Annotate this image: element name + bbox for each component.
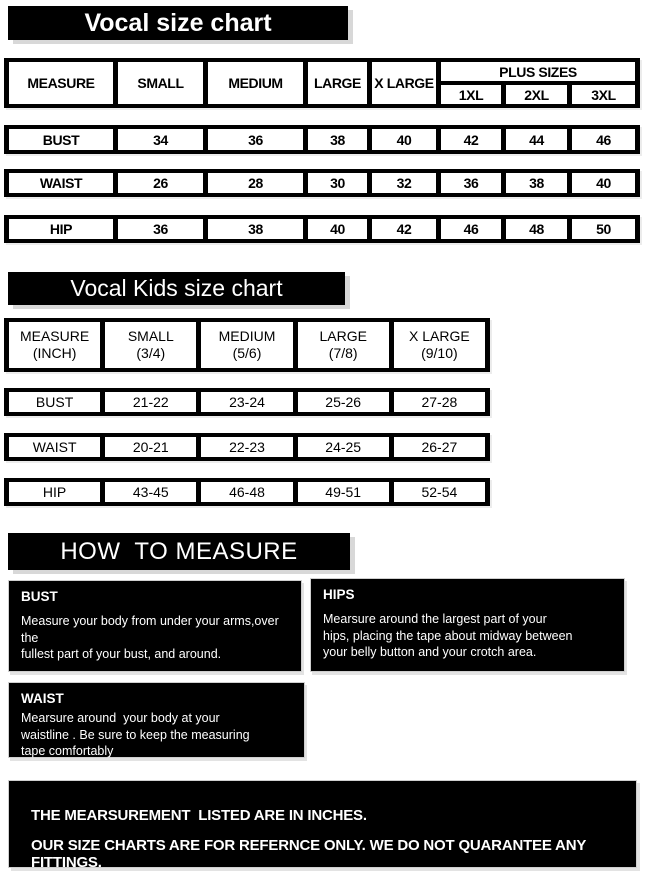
kids-row-hip [4, 478, 490, 506]
table-cell: 23-24 [201, 392, 292, 412]
header-cell-xlarge: X LARGE [372, 62, 436, 104]
measure-box-heading: BUST [21, 589, 58, 604]
table-cell: 44 [506, 129, 567, 150]
adult-chart-title-banner [8, 6, 348, 40]
header-cell-medium: MEDIUM [208, 62, 303, 104]
table-cell: 46 [441, 219, 501, 239]
kids-chart-title-banner [8, 272, 345, 305]
header-cell-3xl: 3XL [572, 85, 635, 104]
table-cell: 50 [572, 219, 635, 239]
how-to-measure-title: HOW TO MEASURE [60, 537, 298, 565]
table-cell: 36 [208, 129, 303, 150]
kids-row-waist [4, 433, 490, 461]
kids-header-cell-measure: MEASURE (INCH) [9, 322, 100, 368]
measure-box-text-line: Mearsure around the largest part of your [323, 612, 547, 626]
adult-size-table-header [4, 58, 640, 108]
header-cell-2xl: 2XL [506, 85, 567, 104]
adult-row-waist [4, 169, 640, 197]
header-cell-1xl: 1XL [441, 85, 501, 104]
measure-box-text-line: waistline . Be sure to keep the measuring [21, 727, 250, 742]
kids-header-cell-xlarge: X LARGE (9/10) [394, 322, 485, 368]
table-cell: 30 [308, 173, 367, 193]
table-cell: 40 [572, 173, 635, 193]
table-cell: 49-51 [298, 482, 389, 502]
table-cell: 20-21 [105, 437, 196, 457]
table-cell: 36 [441, 173, 501, 193]
table-cell: 46 [572, 129, 635, 150]
kids-row-bust [4, 388, 490, 416]
header-cell-small: SMALL [118, 62, 203, 104]
measure-box-heading: WAIST [21, 691, 64, 706]
measure-box-text-line: your belly button and your crotch area. [323, 645, 537, 659]
table-cell: 25-26 [298, 392, 389, 412]
adult-row-bust [4, 125, 640, 154]
table-cell: 27-28 [394, 392, 485, 412]
table-cell: 48 [506, 219, 567, 239]
header-cell-measure: MEASURE [9, 62, 113, 104]
table-cell: 34 [118, 129, 203, 150]
row-label: BUST [9, 129, 113, 150]
table-cell: 42 [441, 129, 501, 150]
table-cell: 22-23 [201, 437, 292, 457]
row-label: WAIST [9, 437, 100, 457]
adult-row-hip [4, 215, 640, 243]
row-label: WAIST [9, 173, 113, 193]
table-cell: 32 [372, 173, 436, 193]
table-cell: 28 [208, 173, 303, 193]
header-cell-large: LARGE [308, 62, 367, 104]
kids-chart-title: Vocal Kids size chart [70, 275, 283, 301]
measure-box-text-line: fullest part of your bust, and around. [21, 647, 222, 661]
table-cell: 43-45 [105, 482, 196, 502]
table-cell: 38 [208, 219, 303, 239]
kids-header-cell-large: LARGE (7/8) [298, 322, 389, 368]
adult-chart-title: Vocal size chart [84, 8, 272, 37]
kids-size-table-header [4, 318, 490, 372]
measure-box-bust [8, 580, 302, 672]
table-cell: 26 [118, 173, 203, 193]
measure-box-text-line: hips, placing the tape about midway between [323, 628, 573, 643]
table-cell: 36 [118, 219, 203, 239]
measure-box-heading: HIPS [323, 587, 355, 602]
header-cell-plus-sizes: PLUS SIZES [441, 62, 635, 81]
disclaimer-line-2: OUR SIZE CHARTS ARE FOR REFERNCE ONLY. WE DO NOT QUARANTEE ANY FITTINGS. [31, 837, 590, 871]
measure-box-text-line: Mearsure around your body at your [21, 711, 220, 725]
row-label: BUST [9, 392, 100, 412]
table-cell: 46-48 [201, 482, 292, 502]
table-cell: 21-22 [105, 392, 196, 412]
kids-header-cell-medium: MEDIUM (5/6) [201, 322, 292, 368]
how-to-measure-banner [8, 533, 350, 570]
table-cell: 40 [308, 219, 367, 239]
table-cell: 52-54 [394, 482, 485, 502]
table-cell: 38 [308, 129, 367, 150]
measure-box-hips [310, 578, 625, 672]
measure-box-waist [8, 682, 305, 758]
table-cell: 26-27 [394, 437, 485, 457]
disclaimer-line-1: THE MEARSUREMENT LISTED ARE IN INCHES. [31, 807, 367, 824]
table-cell: 42 [372, 219, 436, 239]
kids-header-cell-small: SMALL (3/4) [105, 322, 196, 368]
measure-box-text-line: tape comfortably [21, 744, 114, 758]
row-label: HIP [9, 482, 100, 502]
row-label: HIP [9, 219, 113, 239]
disclaimer-box [8, 780, 637, 871]
table-cell: 24-25 [298, 437, 389, 457]
table-cell: 38 [506, 173, 567, 193]
measure-box-text-line: Measure your body from under your arms,over the [21, 614, 283, 645]
table-cell: 40 [372, 129, 436, 150]
